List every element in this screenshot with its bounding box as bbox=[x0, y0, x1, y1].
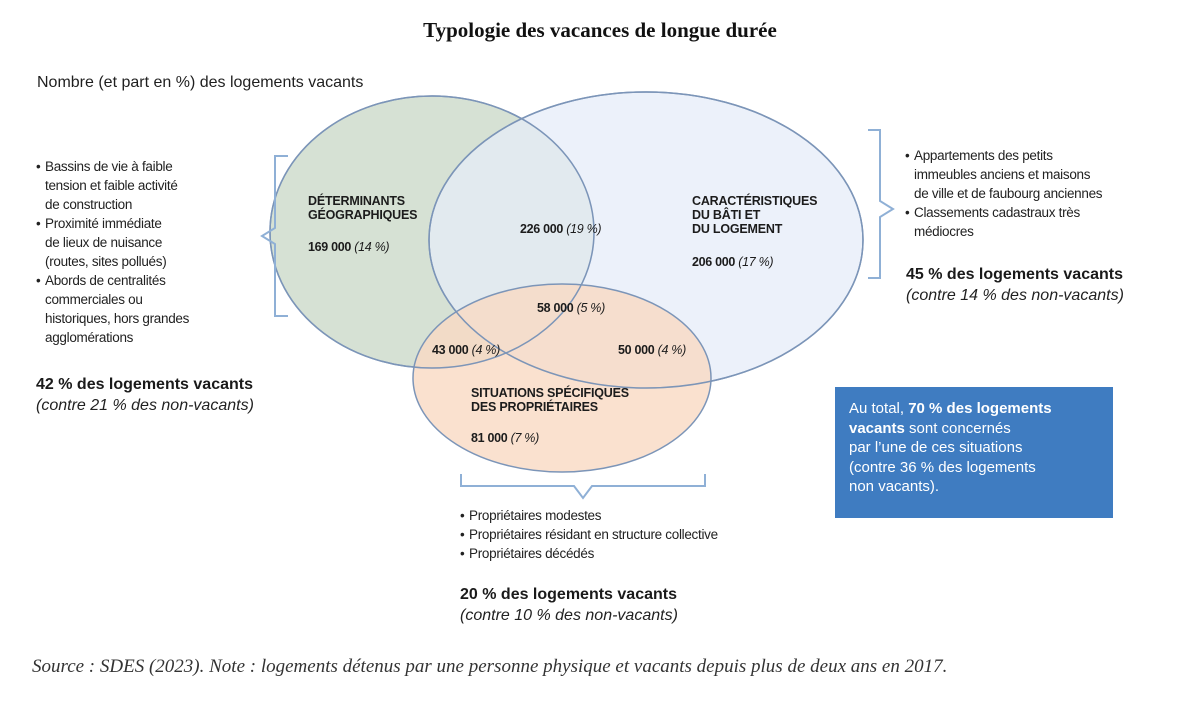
figure-subtitle: Nombre (et part en %) des logements vacants bbox=[37, 74, 364, 91]
total-part4: sont concernés bbox=[904, 419, 1011, 437]
label-bati bbox=[692, 194, 817, 236]
value-all-three-number: 58 000 bbox=[537, 301, 574, 315]
label-prop-line1: SITUATIONS SPÉCIFIQUES bbox=[471, 386, 629, 400]
label-geo bbox=[308, 194, 417, 222]
right-bullet-list bbox=[905, 146, 1175, 241]
value-bati-prop bbox=[618, 343, 686, 357]
bottom-bullet-item: • Propriétaires modestes bbox=[460, 506, 820, 525]
value-geo-number: 169 000 bbox=[308, 240, 352, 254]
left-bullet-1-line1: Bassins de vie à faible bbox=[45, 159, 173, 174]
left-bullet-2-line3: (routes, sites pollués) bbox=[45, 254, 167, 269]
value-geo bbox=[308, 240, 389, 254]
total-line-4: (contre 36 % des logements bbox=[849, 458, 1036, 476]
label-bati-line2: DU BÂTI ET bbox=[692, 208, 761, 222]
value-bati bbox=[692, 255, 773, 269]
value-bati-number: 206 000 bbox=[692, 255, 736, 269]
label-prop bbox=[471, 386, 629, 414]
left-bullet-2-line1: Proximité immédiate bbox=[45, 216, 162, 231]
right-summary-strong: 45 % des logements vacants bbox=[906, 266, 1123, 283]
right-bullet-1-line3: de ville et de faubourg anciennes bbox=[914, 186, 1103, 201]
total-part3: vacants bbox=[849, 419, 905, 437]
value-bati-prop-pct: (4 %) bbox=[657, 343, 686, 357]
total-info-box bbox=[835, 387, 1113, 518]
value-bati-pct: (17 %) bbox=[738, 255, 774, 269]
bottom-bullet-item: • Propriétaires résidant en structure collective bbox=[460, 525, 820, 544]
right-summary bbox=[906, 264, 1124, 306]
left-bullet-1-line2: tension et faible activité bbox=[45, 178, 178, 193]
total-part1: Au total, bbox=[849, 400, 909, 417]
value-prop-number: 81 000 bbox=[471, 431, 508, 445]
bottom-summary bbox=[460, 584, 678, 626]
left-bullet-item bbox=[36, 271, 261, 347]
left-bullet-3-line3: historiques, hors grandes bbox=[45, 311, 190, 326]
right-bullet-1-line1: Appartements des petits bbox=[914, 148, 1053, 163]
right-bullet-1-line2: immeubles anciens et maisons bbox=[914, 167, 1091, 182]
left-bullet-3-line1: Abords de centralités bbox=[45, 273, 166, 288]
right-bullet-item bbox=[905, 203, 1175, 241]
value-geo-prop-number: 43 000 bbox=[432, 343, 469, 357]
brace-right bbox=[868, 130, 893, 278]
bottom-summary-em: (contre 10 % des non-vacants) bbox=[460, 607, 678, 624]
value-prop-pct: (7 %) bbox=[510, 431, 539, 445]
value-geo-prop-pct: (4 %) bbox=[471, 343, 500, 357]
left-summary-em: (contre 21 % des non-vacants) bbox=[36, 397, 254, 414]
total-line-2 bbox=[849, 419, 1099, 439]
figure-title: Typologie des vacances de longue durée bbox=[423, 18, 777, 42]
value-prop bbox=[471, 431, 539, 445]
label-geo-line1: DÉTERMINANTS bbox=[308, 194, 405, 208]
label-bati-line3: DU LOGEMENT bbox=[692, 222, 783, 236]
left-bullet-1-line3: de construction bbox=[45, 197, 133, 212]
label-bati-line1: CARACTÉRISTIQUES bbox=[692, 194, 818, 208]
bottom-bullet-list bbox=[460, 506, 820, 563]
label-prop-line2: DES PROPRIÉTAIRES bbox=[471, 400, 598, 414]
total-line-1 bbox=[849, 399, 1099, 419]
bottom-summary-strong: 20 % des logements vacants bbox=[460, 586, 677, 603]
value-geo-prop bbox=[432, 343, 500, 357]
brace-bottom bbox=[461, 474, 705, 498]
left-bullet-item bbox=[36, 214, 261, 271]
right-summary-em: (contre 14 % des non-vacants) bbox=[906, 287, 1124, 304]
bottom-bullet-item: • Propriétaires décédés bbox=[460, 544, 820, 563]
total-line-3: par l’une de ces situations bbox=[849, 439, 1023, 456]
value-geo-bati-pct: (19 %) bbox=[566, 222, 602, 236]
right-bullet-item bbox=[905, 146, 1175, 203]
left-bullet-2-line2: de lieux de nuisance bbox=[45, 235, 163, 250]
left-bullet-item bbox=[36, 157, 261, 214]
left-summary bbox=[36, 374, 254, 416]
value-geo-pct: (14 %) bbox=[354, 240, 390, 254]
value-all-three bbox=[537, 301, 605, 315]
value-geo-bati bbox=[520, 222, 601, 236]
left-bullet-3-line4: agglomérations bbox=[45, 330, 134, 345]
left-bullet-3-line2: commerciales ou bbox=[45, 292, 143, 307]
value-bati-prop-number: 50 000 bbox=[618, 343, 655, 357]
right-bullet-2-line1: Classements cadastraux très bbox=[914, 205, 1080, 220]
left-bullet-list bbox=[36, 157, 261, 347]
right-bullet-2-line2: médiocres bbox=[914, 224, 974, 239]
label-geo-line2: GÉOGRAPHIQUES bbox=[308, 208, 418, 222]
value-all-three-pct: (5 %) bbox=[576, 301, 605, 315]
source-note: Source : SDES (2023). Note : logements détenus par une personne physique et vacants depuis plus de deux ans en 2017. bbox=[32, 656, 948, 677]
total-line-5: non vacants). bbox=[849, 478, 940, 495]
left-summary-strong: 42 % des logements vacants bbox=[36, 376, 253, 393]
value-geo-bati-number: 226 000 bbox=[520, 222, 564, 236]
total-part2: 70 % des logements bbox=[908, 400, 1052, 417]
